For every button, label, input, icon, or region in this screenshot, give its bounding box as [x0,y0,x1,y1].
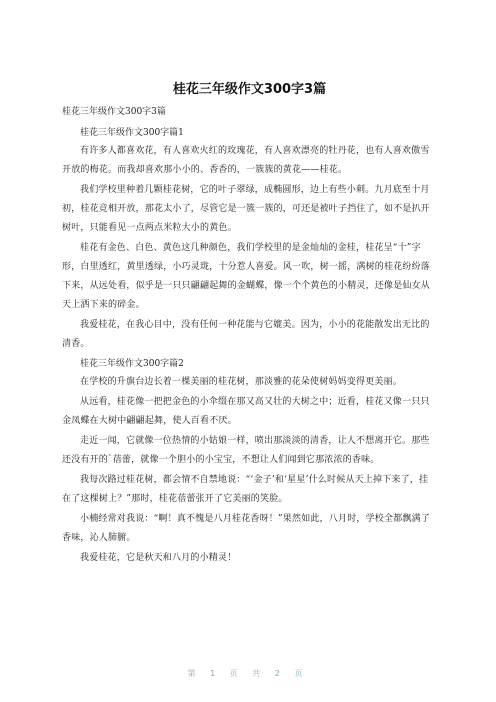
essay-1-heading: 桂花三年级作文300字篇1 [80,128,184,138]
paragraph: 桂花有金色、白色、黄色这几种颜色，我们学校里的是金灿灿的金桂，桂花呈“十”字形，白里透红，黄里透绿，小巧灵珑，十分惹人喜爱。风一吹，树一摇，满树的桂花纷纷落下来，从远处看，似乎是一只只翩翩起舞的金蝴蝶，像一个个黄色的小精灵，还像是仙女从天上洒下来的碎金。 [62,243,431,310]
paragraph: 在学校的升旗台边长着一棵美丽的桂花树，那淡雅的花朵使树妈妈变得更美丽。 [80,377,403,387]
document-body [62,78,437,569]
paragraph: 我们学校里种着几颗桂花树，它的叶子翠绿，成椭圆形，边上有些小刺。九月底至十月初，桂花竞相开放，那花太小了，尽管它是一簇一簇的，可还是被叶子挡住了，如不是扒开树叶，只能看见一点两点米粒大小的黄色。 [62,185,431,233]
document-subtitle: 桂花三年级作文300字3篇 [62,107,166,117]
paragraph: 我爱桂花，在我心目中，没有任何一种花能与它媲美。因为，小小的花能散发出无比的清香。 [62,320,430,349]
paragraph: 我爱桂花，它是秋天和八月的小精灵！ [80,553,237,563]
page-number-footer: 第 1 页 共 2 页 [187,669,309,678]
paragraph: 我每次路过桂花树，都会情不自禁地说：“‘金子’和‘星星’什么时候从天上掉下来了，挂在了这棵树上？”那时，桂花蓓蕾张开了它美丽的笑脸。 [62,475,429,504]
paragraph: 从远看，桂花像一把把金色的小伞缀在那又高又壮的大树之中；近看，桂花又像一只只金凤蝶在大树中翩翩起舞，使人百看不厌。 [62,397,430,426]
essay-2-heading: 桂花三年级作文300字篇2 [80,359,184,369]
document-title: 桂花三年级作文300字3篇 [172,82,327,97]
paragraph: 小楠经常对我说：“啊！真不愧是八月桂花香呀！”果然如此，八月时，学校全都飘满了香味，沁人肺腑。 [62,514,431,543]
paragraph: 有许多人都喜欢花，有人喜欢火红的玫瑰花，有人喜欢漂亮的牡丹花，也有人喜欢傲雪开放的梅花。而我却喜欢那小小的、香香的，一簇簇的黄花——桂花。 [62,146,430,175]
paragraph: 走近一闻，它就像一位热情的小姑娘一样，喷出那淡淡的清香，让人不想离开它。那些还没有开的`蓓蕾，就像一个胆小的小宝宝，不想让人们闻到它那浓浓的香味。 [62,436,430,465]
